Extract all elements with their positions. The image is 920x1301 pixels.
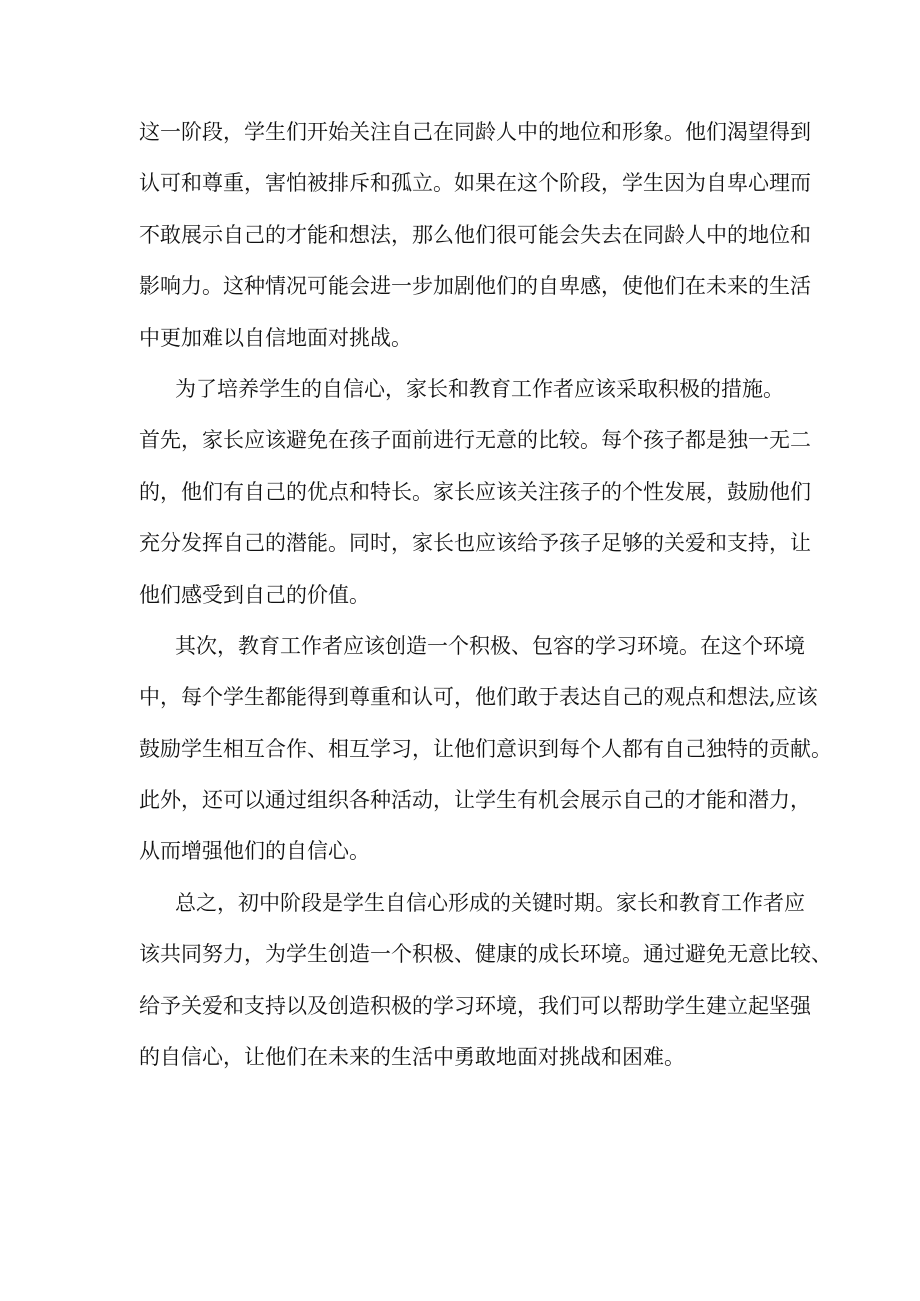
- text-line: 首先，家长应该避免在孩子面前进行无意的比较。每个孩子都是独一无二: [139, 428, 811, 453]
- text-line: 不敢展示自己的才能和想法，那么他们很可能会失去在同龄人中的地位和: [139, 222, 811, 247]
- paragraph-first-line: 总之，初中阶段是学生自信心形成的关键时期。家长和教育工作者应: [175, 890, 805, 915]
- text-line: 中，每个学生都能得到尊重和认可，他们敢于表达自己的观点和想法,应该: [139, 685, 818, 710]
- document-body: [139, 112, 832, 1088]
- text-line: 中更加难以自信地面对挑战。: [139, 325, 412, 350]
- text-line: 该共同努力，为学生创造一个积极、健康的成长环境。通过避免无意比较、: [139, 942, 832, 967]
- text-line: 从而增强他们的自信心。: [139, 839, 370, 864]
- text-line: 的，他们有自己的优点和特长。家长应该关注孩子的个性发展，鼓励他们: [139, 479, 811, 504]
- text-line: 他们感受到自己的价值。: [139, 582, 370, 607]
- paragraph-first-line: 其次，教育工作者应该创造一个积极、包容的学习环境。在这个环境: [175, 633, 805, 658]
- text-line: 影响力。这种情况可能会进一步加剧他们的自卑感，使他们在未来的生活: [139, 274, 811, 299]
- text-line: 充分发挥自己的潜能。同时，家长也应该给予孩子足够的关爱和支持，让: [139, 531, 811, 556]
- text-line: 给予关爱和支持以及创造积极的学习环境，我们可以帮助学生建立起坚强: [139, 993, 811, 1018]
- text-line: 这一阶段，学生们开始关注自己在同龄人中的地位和形象。他们渴望得到: [139, 120, 811, 144]
- text-line: 的自信心，让他们在未来的生活中勇敢地面对挑战和困难。: [139, 1045, 685, 1070]
- text-line: 鼓励学生相互合作、相互学习，让他们意识到每个人都有自己独特的贡献。: [139, 736, 832, 761]
- text-line: 认可和尊重，害怕被排斥和孤立。如果在这个阶段，学生因为自卑心理而: [139, 171, 811, 196]
- paragraph-first-line: 为了培养学生的自信心，家长和教育工作者应该采取积极的措施。: [175, 376, 784, 401]
- text-line: 此外，还可以通过组织各种活动，让学生有机会展示自己的才能和潜力，: [139, 788, 811, 813]
